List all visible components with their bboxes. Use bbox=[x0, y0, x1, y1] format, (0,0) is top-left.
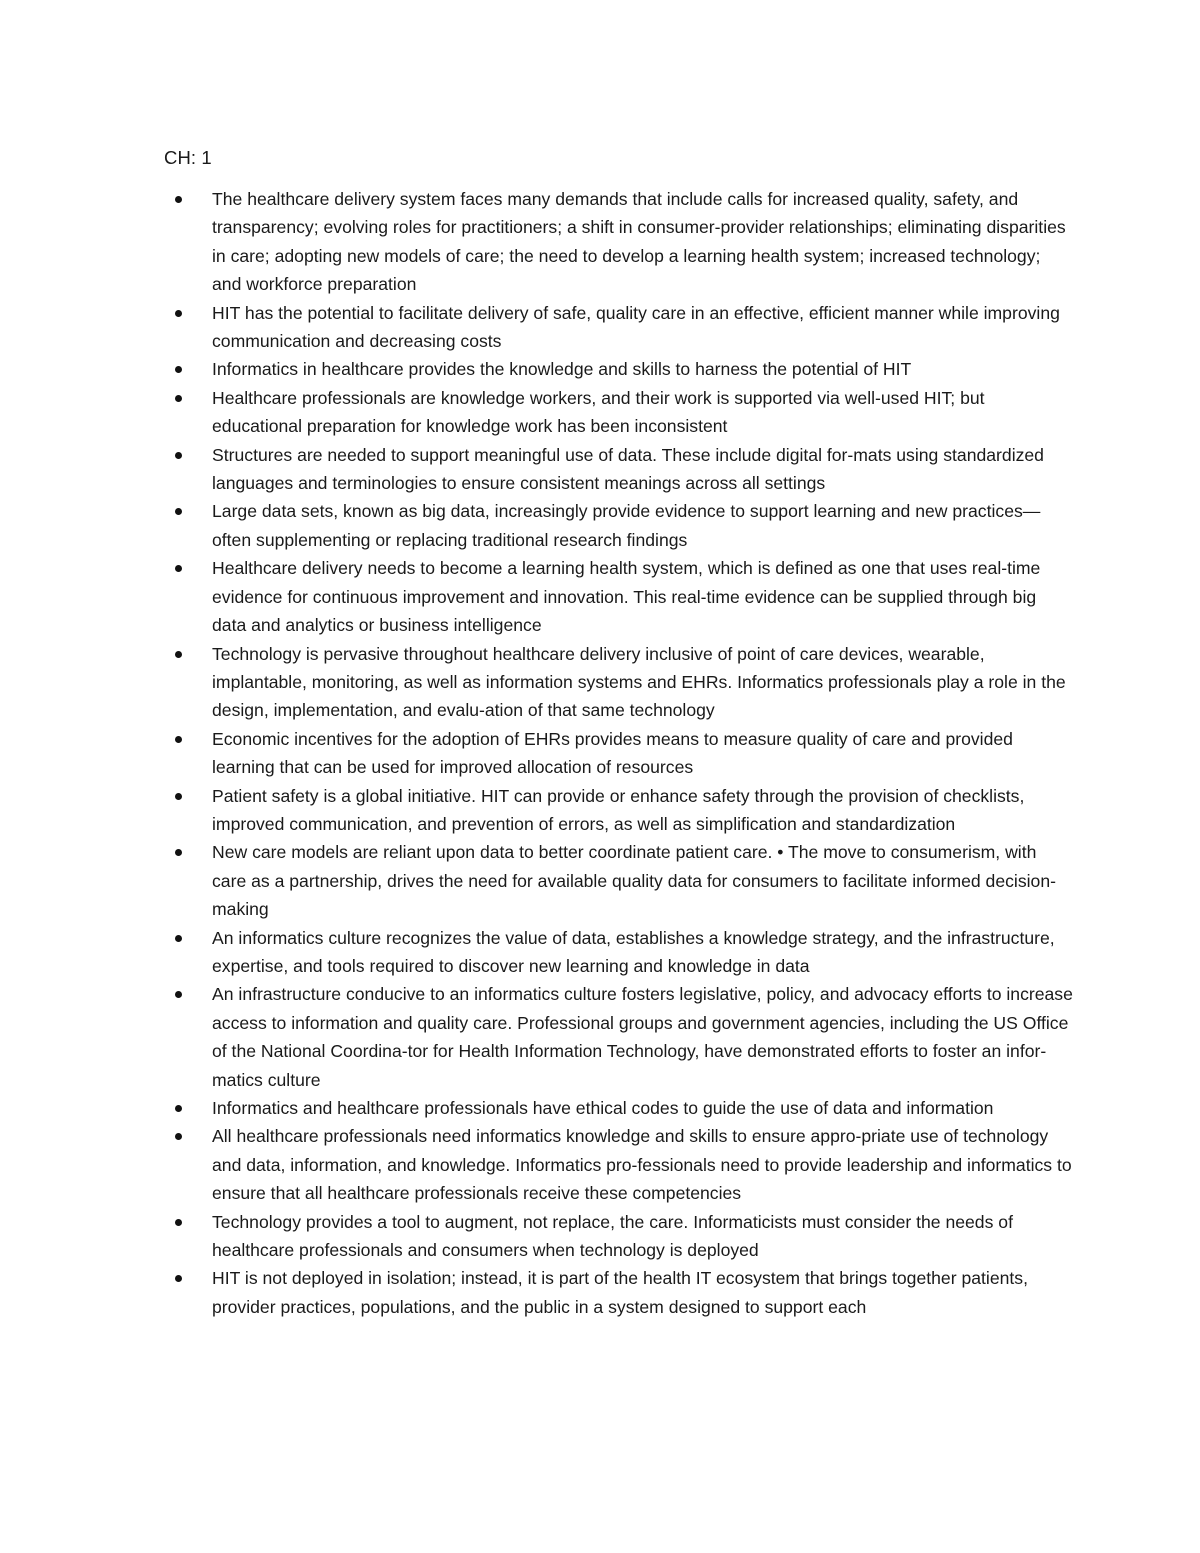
list-item bbox=[164, 1208, 1074, 1265]
bullet-dot-icon bbox=[175, 736, 182, 743]
list-item-text: HIT is not deployed in isolation; instead, it is part of the health IT ecosystem that brings together patients, provider practices, populations, and the public in a system designed to support each bbox=[212, 1268, 1028, 1317]
list-item-text: The healthcare delivery system faces many demands that include calls for increased quality, safety, and transparency; evolving roles for practitioners; a shift in consumer-provider relationships; eliminating disparities in care; adopting new models of care; the need to develop a learning health system; increased technology; and workforce preparation bbox=[212, 189, 1066, 295]
list-item bbox=[164, 554, 1074, 639]
bullet-dot-icon bbox=[175, 849, 182, 856]
list-item-text: Informatics and healthcare professionals have ethical codes to guide the use of data and information bbox=[212, 1098, 994, 1118]
bullet-dot-icon bbox=[175, 1275, 182, 1282]
bullet-dot-icon bbox=[175, 651, 182, 658]
list-item-text: Healthcare delivery needs to become a learning health system, which is defined as one that uses real-time evidence for continuous improvement and innovation. This real-time evidence can be supplied through big data and analytics or business intelligence bbox=[212, 558, 1041, 636]
list-item-text: New care models are reliant upon data to better coordinate patient care. • The move to consumerism, with care as a partnership, drives the need for available quality data for consumers to facilitate informed decision-making bbox=[212, 842, 1056, 920]
bullet-dot-icon bbox=[175, 1105, 182, 1112]
list-item bbox=[164, 384, 1074, 441]
list-item-text: An infrastructure conducive to an informatics culture fosters legislative, policy, and advocacy efforts to increase access to information and quality care. Professional groups and government agencies, including the US Office of the National Coordina-tor for Health Information Technology, have demonstrated efforts to foster an infor-matics culture bbox=[212, 984, 1073, 1090]
bullet-dot-icon bbox=[175, 1219, 182, 1226]
bullet-dot-icon bbox=[175, 935, 182, 942]
list-item-text: Large data sets, known as big data, increasingly provide evidence to support learning and new practices—often supplementing or replacing traditional research findings bbox=[212, 501, 1041, 550]
list-item bbox=[164, 441, 1074, 498]
bullet-dot-icon bbox=[175, 366, 182, 373]
bullet-dot-icon bbox=[175, 1133, 182, 1140]
list-item-text: HIT has the potential to facilitate delivery of safe, quality care in an effective, efficient manner while improving communication and decreasing costs bbox=[212, 302, 1060, 352]
list-item bbox=[164, 725, 1074, 782]
bullet-dot-icon bbox=[175, 395, 182, 402]
list-item bbox=[164, 980, 1074, 1094]
list-item-text: Economic incentives for the adoption of EHRs provides means to measure quality of care and provided learning that can be used for improved allocation of resources bbox=[212, 728, 1013, 778]
list-item-text: Healthcare professionals are knowledge workers, and their work is supported via well-used HIT; but educational preparation for knowledge work has been inconsistent bbox=[212, 387, 985, 437]
list-item-text: Technology provides a tool to augment, not replace, the care. Informaticists must consider the needs of healthcare professionals and consumers when technology is deployed bbox=[212, 1211, 1013, 1261]
bullet-dot-icon bbox=[175, 310, 182, 317]
list-item bbox=[164, 1094, 1074, 1122]
list-item-text: Structures are needed to support meaningful use of data. These include digital for-mats using standardized languages and terminologies to ensure consistent meanings across all settings bbox=[212, 444, 1044, 494]
list-item bbox=[164, 355, 1074, 383]
list-item-text: Technology is pervasive throughout healthcare delivery inclusive of point of care devices, wearable, implantable, monitoring, as well as information systems and EHRs. Informatics professionals play a role in the design, implementation, and evalu-ation of that same technology bbox=[212, 643, 1066, 721]
bullet-dot-icon bbox=[175, 196, 182, 203]
list-item bbox=[164, 497, 1074, 554]
list-item bbox=[164, 185, 1074, 299]
bullet-dot-icon bbox=[175, 991, 182, 998]
bullet-dot-icon bbox=[175, 565, 182, 572]
chapter-heading: CH: 1 bbox=[164, 147, 212, 168]
list-item bbox=[164, 299, 1074, 356]
list-item-text: Patient safety is a global initiative. HIT can provide or enhance safety through the provision of checklists, improved communication, and prevention of errors, as well as simplification and standardization bbox=[212, 785, 1025, 834]
list-item bbox=[164, 1122, 1074, 1207]
bullet-list bbox=[164, 185, 1074, 1321]
list-item bbox=[164, 782, 1074, 839]
list-item-text: An informatics culture recognizes the value of data, establishes a knowledge strategy, and the infrastructure, expertise, and tools required to discover new learning and knowledge in data bbox=[212, 927, 1055, 976]
list-item bbox=[164, 640, 1074, 725]
bullet-dot-icon bbox=[175, 452, 182, 459]
list-item-text: All healthcare professionals need informatics knowledge and skills to ensure appro-priate use of technology and data, information, and knowledge. Informatics pro-fessionals need to provide leadership and informatics to ensure that all healthcare professionals receive these competencies bbox=[212, 1126, 1072, 1204]
list-item bbox=[164, 838, 1074, 923]
bullet-dot-icon bbox=[175, 793, 182, 800]
bullet-dot-icon bbox=[175, 508, 182, 515]
list-item bbox=[164, 1264, 1074, 1321]
list-item-text: Informatics in healthcare provides the knowledge and skills to harness the potential of HIT bbox=[212, 359, 912, 380]
list-item bbox=[164, 924, 1074, 981]
